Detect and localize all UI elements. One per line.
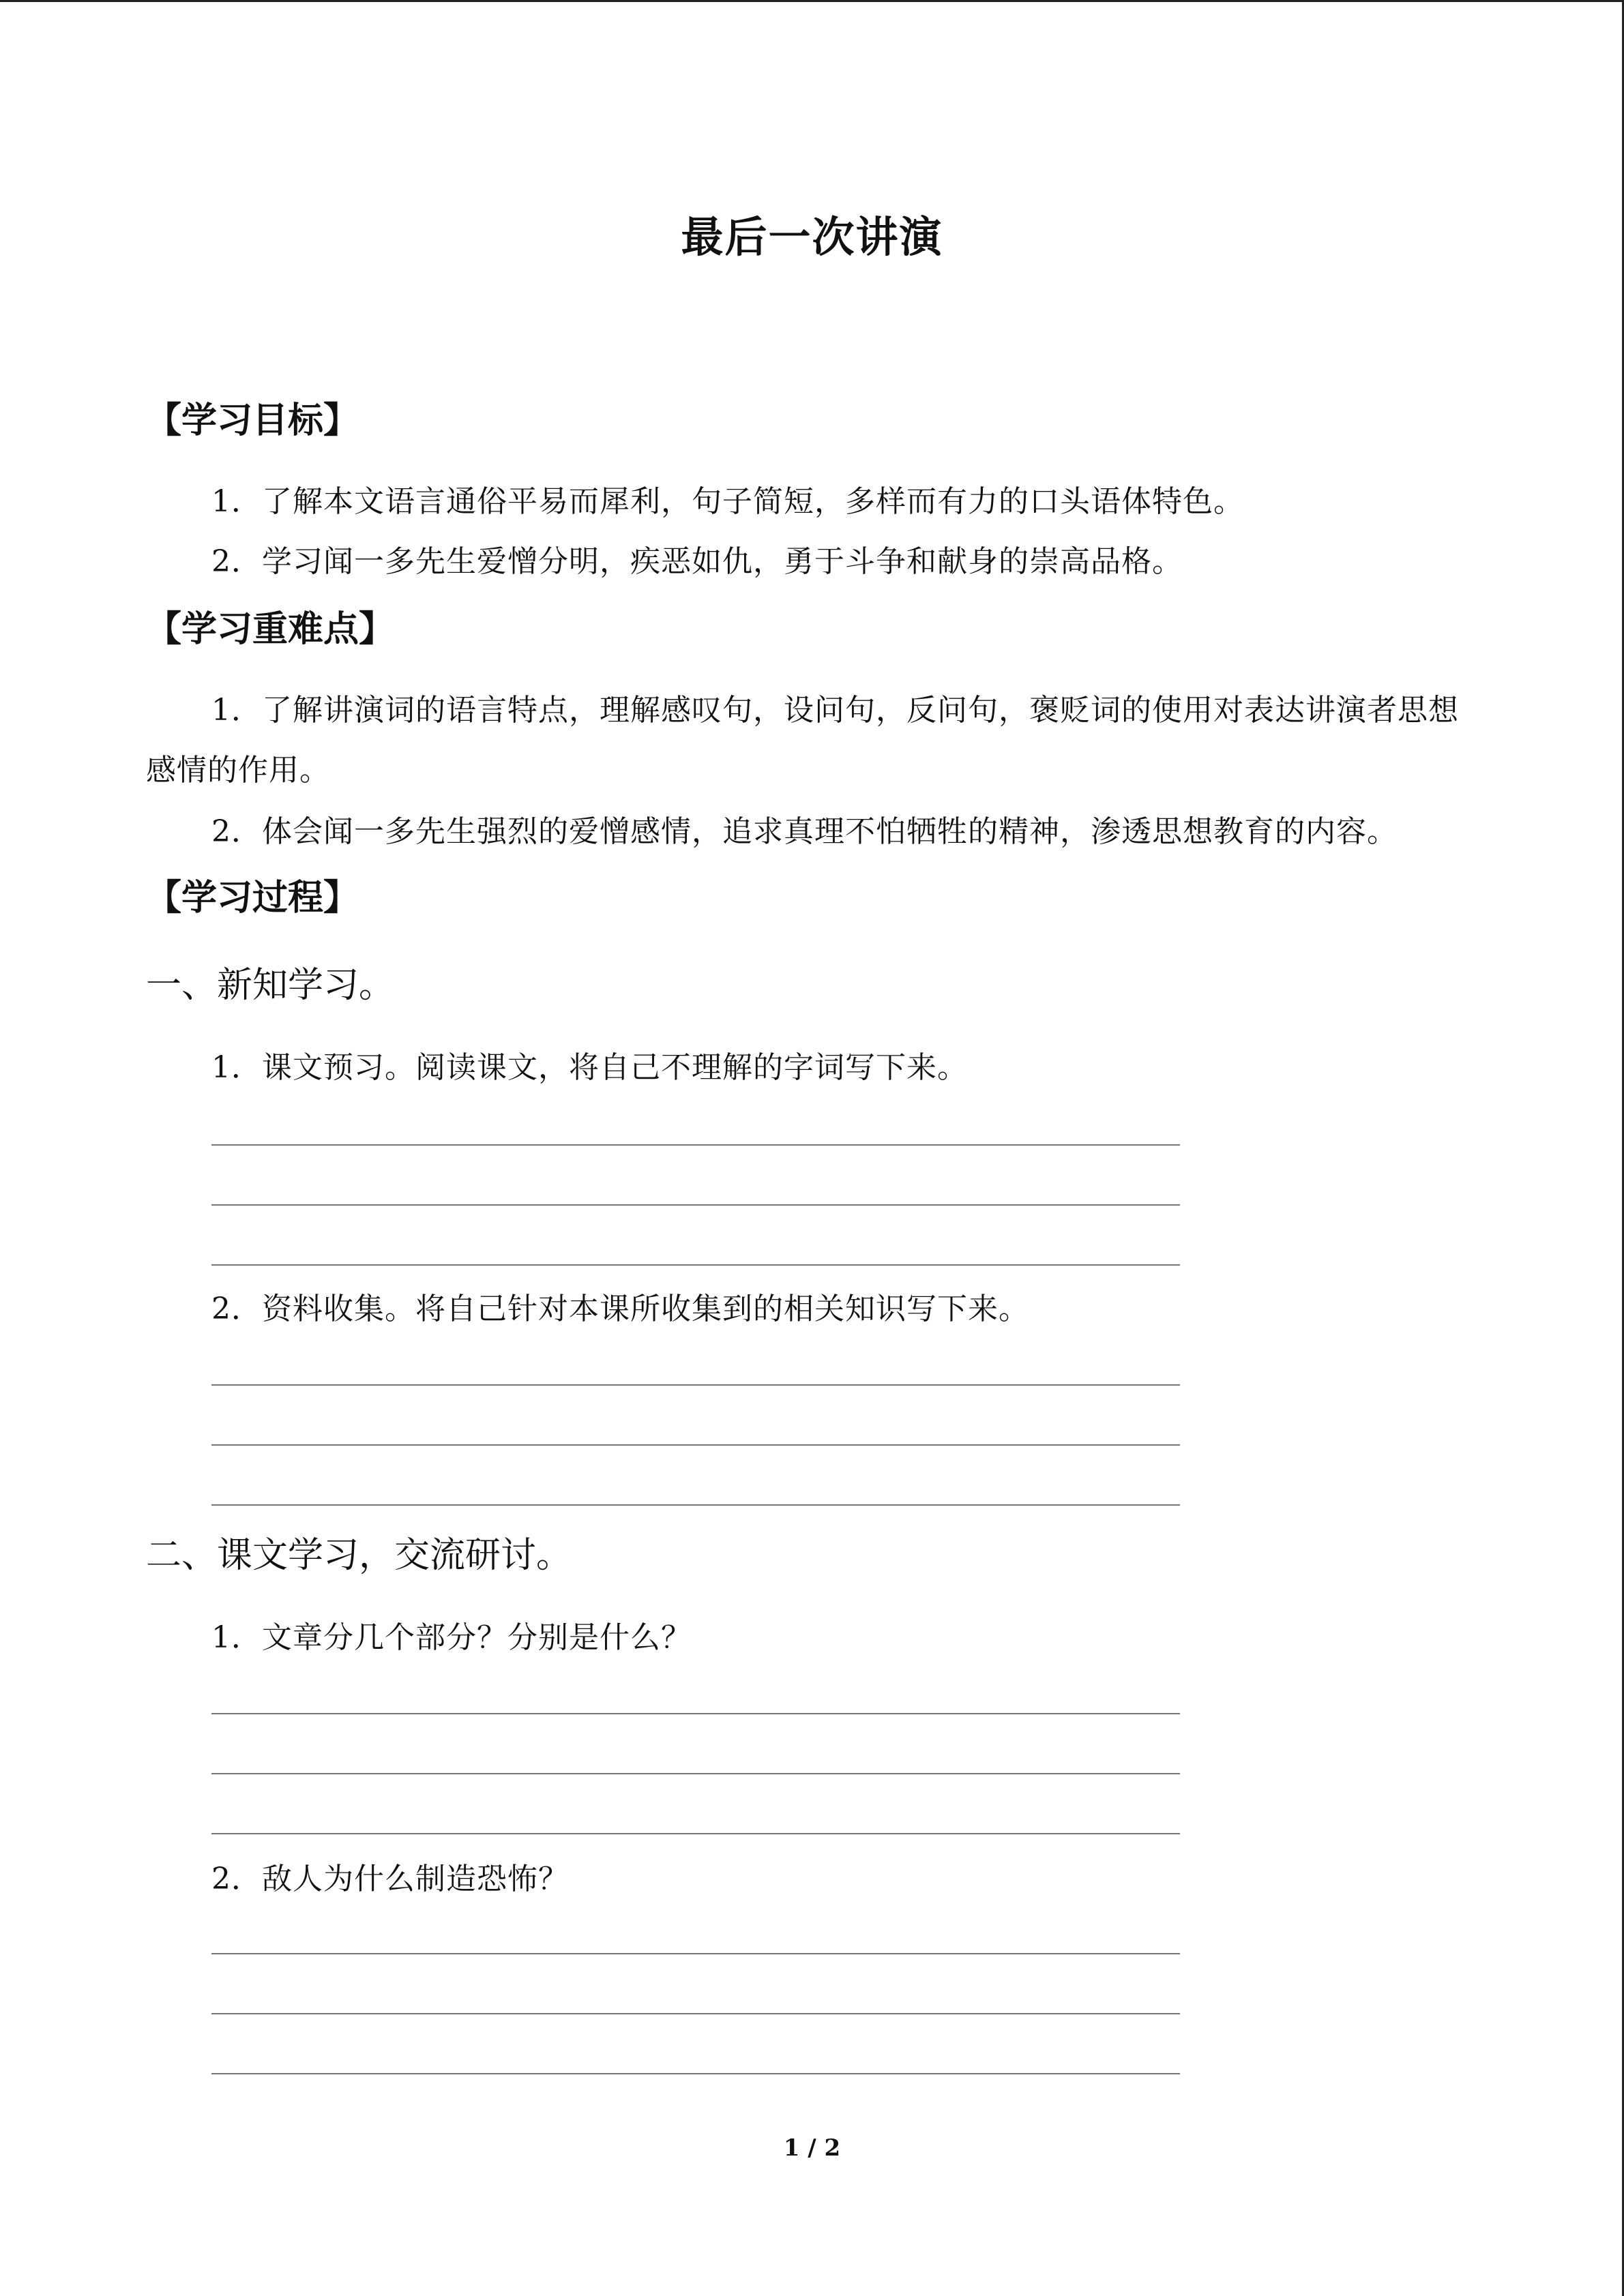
- page-number: 1 / 2: [783, 2134, 841, 2162]
- question-1-2: 2．资料收集。将自己针对本课所收集到的相关知识写下来。: [211, 1292, 1029, 1326]
- answer-line[interactable]: [211, 1144, 1180, 1146]
- answer-line[interactable]: [211, 1773, 1180, 1774]
- question-2-1: 1．文章分几个部分？分别是什么？: [211, 1620, 692, 1655]
- section-title-2: 二、课文学习，交流研讨。: [146, 1535, 572, 1576]
- key-point-item-1: 1．了解讲演词的语言特点，理解感叹句，设问句，反问句，褒贬词的使用对表达讲演者思想感情的作用。: [146, 693, 1459, 788]
- objective-item-1: 1．了解本文语言通俗平易而犀利，句子简短，多样而有力的口头语体特色。: [211, 484, 1244, 519]
- answer-line[interactable]: [211, 2013, 1180, 2014]
- objective-item-2: 2．学习闻一多先生爱憎分明，疾恶如仇，勇于斗争和献身的崇高品格。: [211, 544, 1183, 579]
- answer-line[interactable]: [211, 1204, 1180, 1206]
- key-point-item-2: 2．体会闻一多先生强烈的爱憎感情，追求真理不怕牺牲的精神，渗透思想教育的内容。: [211, 814, 1398, 849]
- answer-line[interactable]: [211, 1833, 1180, 1834]
- page-title: 最后一次讲演: [681, 212, 943, 262]
- answer-line[interactable]: [211, 1713, 1180, 1714]
- answer-line[interactable]: [211, 1504, 1180, 1506]
- question-2-2: 2．敌人为什么制造恐怖？: [211, 1862, 569, 1896]
- section-title-1: 一、新知学习。: [146, 965, 395, 1006]
- answer-line[interactable]: [211, 1384, 1180, 1386]
- objectives-heading: 【学习目标】: [146, 400, 359, 441]
- answer-line[interactable]: [211, 2073, 1180, 2074]
- key-points-heading: 【学习重难点】: [146, 609, 395, 650]
- answer-line[interactable]: [211, 1264, 1180, 1266]
- answer-line[interactable]: [211, 1444, 1180, 1446]
- process-heading: 【学习过程】: [146, 878, 359, 919]
- question-1-1: 1．课文预习。阅读课文，将自己不理解的字词写下来。: [211, 1050, 968, 1085]
- answer-line[interactable]: [211, 1953, 1180, 1954]
